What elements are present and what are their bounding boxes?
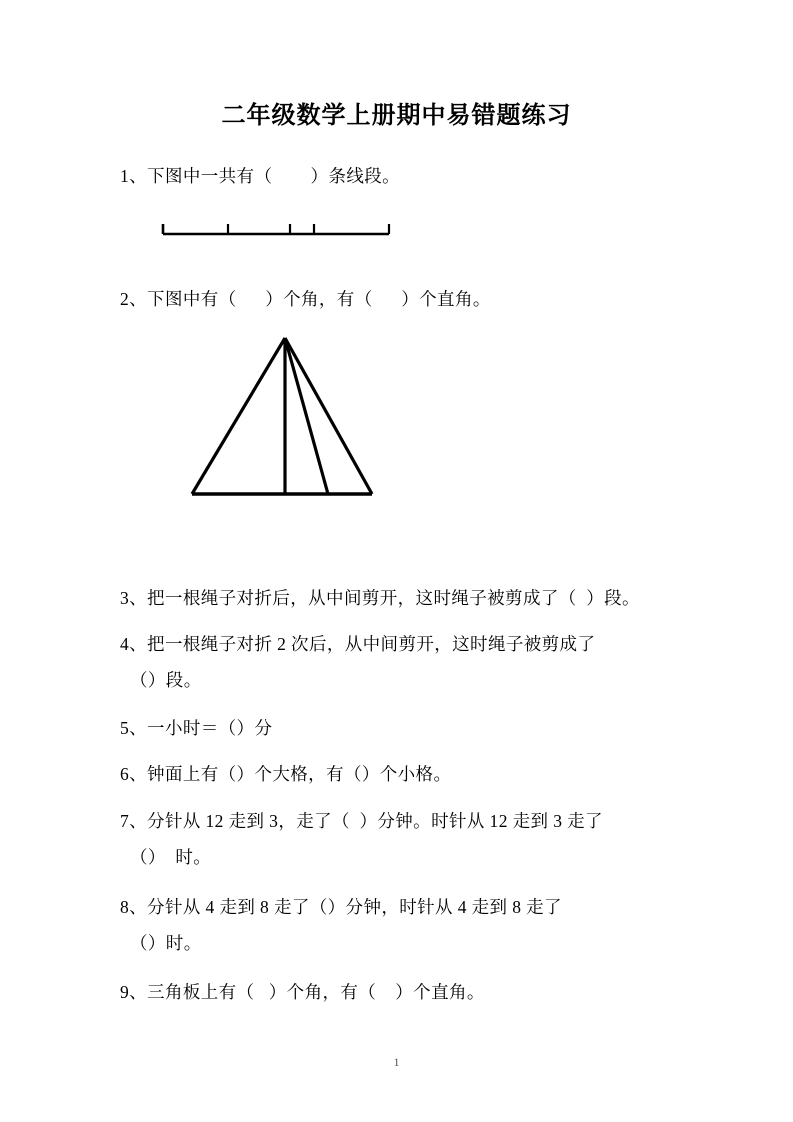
question-2-text: 2、下图中有（ ）个角，有（ ）个直角。 bbox=[120, 289, 491, 309]
question-8-text: 8、分针从 4 走到 8 走了（）分钟，时针从 4 走到 8 走了 bbox=[120, 897, 562, 917]
line-segment-ruler-svg bbox=[140, 200, 420, 250]
line-segment-ruler-figure bbox=[140, 200, 420, 255]
page-title: 二年级数学上册期中易错题练习 bbox=[221, 103, 572, 129]
triangle-with-cevians-figure bbox=[180, 326, 390, 511]
question-6-text: 6、钟面上有（）个大格，有（）个小格。 bbox=[120, 764, 452, 784]
question-1-text: 1、下图中一共有（ ）条线段。 bbox=[120, 166, 401, 186]
triangle-cevian-right bbox=[285, 338, 328, 494]
page-number: 1 bbox=[393, 1055, 400, 1069]
triangle-left-side bbox=[192, 338, 285, 494]
triangle-right-side bbox=[285, 338, 372, 494]
question-4-continuation: （）段。 bbox=[130, 670, 202, 690]
question-8-continuation: （）时。 bbox=[130, 933, 202, 953]
triangle-with-cevians-svg bbox=[180, 326, 390, 506]
question-4-text: 4、把一根绳子对折 2 次后，从中间剪开，这时绳子被剪成了 bbox=[120, 634, 596, 654]
question-7-text: 7、分针从 12 走到 3，走了（ ）分钟。时针从 12 走到 3 走了 bbox=[120, 811, 603, 831]
question-9-text: 9、三角板上有（ ）个角，有（ ）个直角。 bbox=[120, 982, 485, 1002]
question-3-text: 3、把一根绳子对折后，从中间剪开，这时绳子被剪成了（ ）段。 bbox=[120, 588, 640, 608]
question-5-text: 5、一小时＝（）分 bbox=[120, 718, 273, 738]
question-7-continuation: （） 时。 bbox=[130, 847, 212, 867]
